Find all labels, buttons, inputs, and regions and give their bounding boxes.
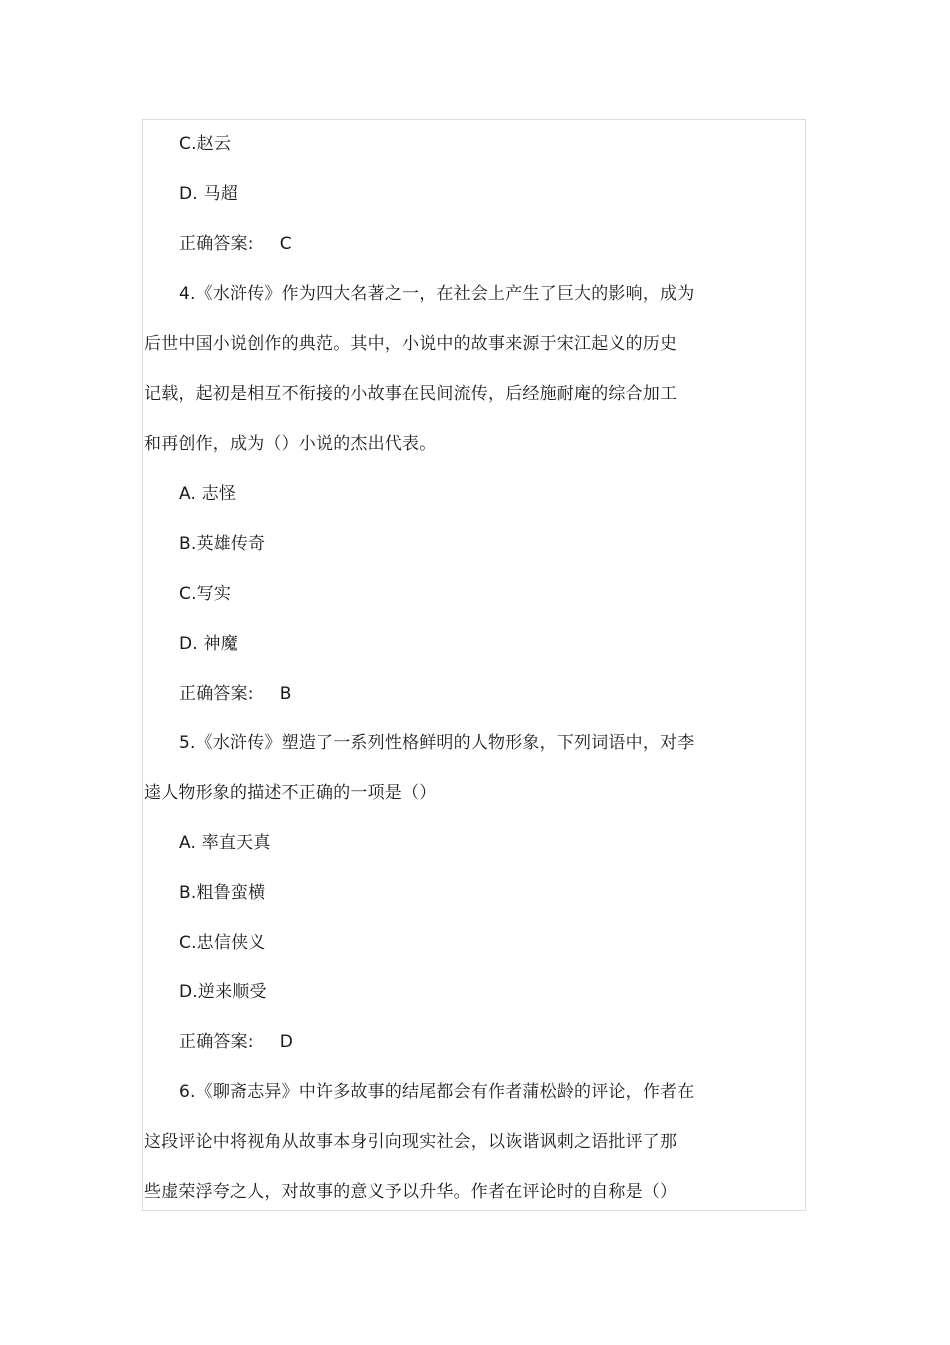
q4-answer [179,682,292,706]
q5-option-d: D.逆来顺受 [179,982,267,1002]
answer-value: B [279,684,292,704]
q3-answer [179,232,292,256]
q5-stem-line-2: 逵人物形象的描述不正确的一项是（） [144,783,437,803]
q4-option-d: D. 神魔 [179,634,238,654]
q5-option-b: B.粗鲁蛮横 [179,883,266,903]
answer-label: 正确答案: [179,684,254,704]
q4-stem-line-3: 记载，起初是相互不衔接的小故事在民间流传，后经施耐庵的综合加工 [144,384,678,404]
answer-value: C [279,234,292,254]
q4-option-c: C.写实 [179,584,232,604]
q3-option-d: D. 马超 [179,184,238,204]
q6-stem-line-1: 6.《聊斋志异》中许多故事的结尾都会有作者蒲松龄的评论，作者在 [179,1082,695,1102]
answer-label: 正确答案: [179,234,254,254]
q5-stem-line-1: 5.《水浒传》塑造了一系列性格鲜明的人物形象，下列词语中，对李 [179,733,695,753]
q6-stem-line-2: 这段评论中将视角从故事本身引向现实社会，以诙谐讽刺之语批评了那 [144,1132,678,1152]
q4-option-b: B.英雄传奇 [179,534,266,554]
q4-option-a: A. 志怪 [179,484,237,504]
q5-option-a: A. 率直天真 [179,833,271,853]
answer-value: D [279,1032,294,1052]
q5-option-c: C.忠信侠义 [179,933,266,953]
q4-stem-line-2: 后世中国小说创作的典范。其中，小说中的故事来源于宋江起义的历史 [144,334,678,354]
q4-stem-line-4: 和再创作，成为（）小说的杰出代表。 [144,434,437,454]
answer-label: 正确答案: [179,1032,254,1052]
q4-stem-line-1: 4.《水浒传》作为四大名著之一，在社会上产生了巨大的影响，成为 [179,284,695,304]
q5-answer [179,1030,293,1054]
q6-stem-line-3: 些虚荣浮夸之人，对故事的意义予以升华。作者在评论时的自称是（） [144,1182,678,1202]
q3-option-c: C.赵云 [179,134,232,154]
